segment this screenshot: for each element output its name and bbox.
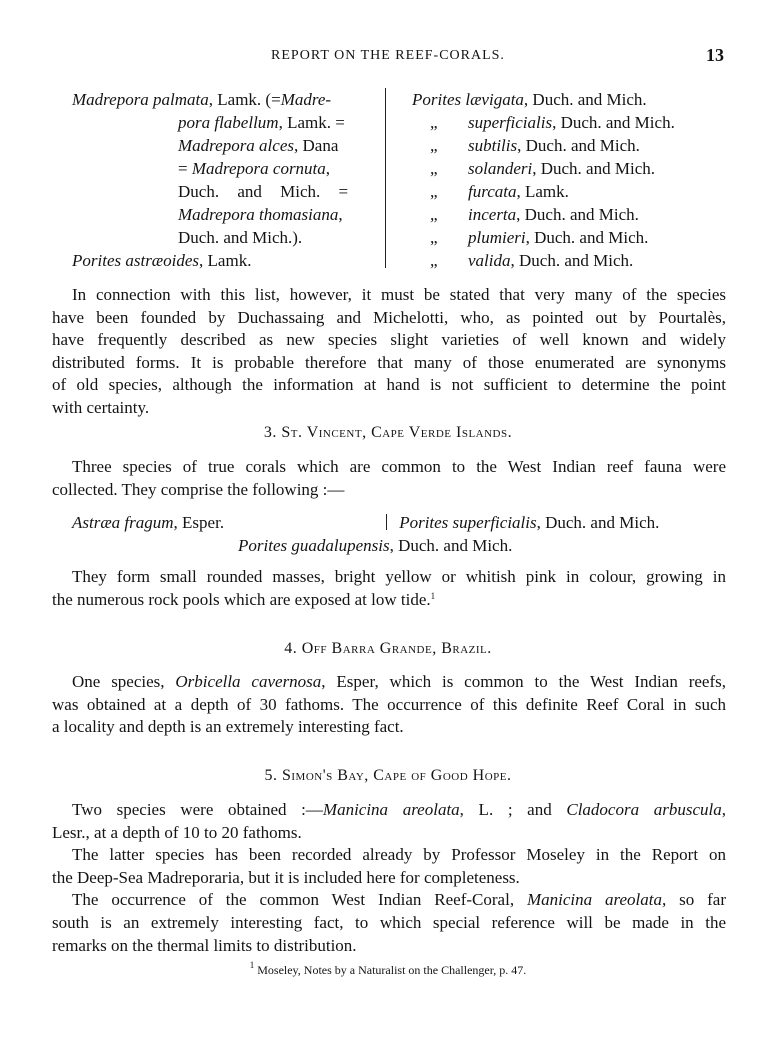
paragraph-section5: Two species were obtained :—Manicina areolata, L. ; and Cladocora arbuscula, Lesr., at a depth of 10 to 20 fathoms. The latter species has been recorded already by Professor Moseley in the Report on the Deep-Sea Madreporaria, but it is included here for completeness. The occurrence of the common West Indian Reef-Coral, Manicina areolata, so far south is an extremely interesting fact, to which special reference will be made in the remarks on the thermal limits to distribution. [52,800,726,955]
list-right-line: „ superficialis, Duch. and Mich. [430,113,675,132]
list-left-line: Madrepora alces, Dana [178,136,339,155]
footnote-text: Moseley, Notes by a Naturalist on the Challenger, p. 47. [254,963,527,977]
section-heading: 3. St. Vincent, Cape Verde Islands. [263,424,513,441]
column-divider [385,88,386,268]
running-header [0,46,776,70]
paragraph-section4: One species, Orbicella cavernosa, Esper, which is common to the West Indian reefs, was obtained at a depth of 30 fathoms. The occurrence of this definite Reef Coral in such a locality and depth is an extremely interesting fact. [52,672,726,737]
list-left-line: Duch. and Mich. = [178,182,349,201]
section-heading: 5. Simon's Bay, Cape of Good Hope. [264,767,512,784]
species-line: Porites superficialis, Duch. and Mich. [386,511,659,534]
list-right-line: „ incerta, Duch. and Mich. [430,205,639,224]
list-right-line: „ furcata, Lamk. [430,182,569,201]
paragraph-section3: Three species of true corals which are common to the West Indian reef fauna were collected. They comprise the following :— [52,457,726,499]
section-heading: 4. Off Barra Grande, Brazil. [284,640,492,657]
footnote-number: 1 [249,960,255,970]
paragraph-list-comment: In connection with this list, however, it must be stated that very many of the species have been founded by Duchassaing and Michelotti, who, as pointed out by Pourtalès, have frequently described as new species slight varieties of well known and widely distributed forms. It is probable therefore that many of those enumerated are synonyms of old species, although the information at hand is not sufficient to determine the point with certainty. [52,285,726,417]
list-left-line: Porites astræoides, Lamk. [72,251,252,270]
list-left-line: pora flabellum, Lamk. = [178,113,345,132]
footnote [0,960,776,978]
footnote-ref: 1 [430,590,436,601]
paragraph-section3-habitat: They form small rounded masses, bright yellow or whitish pink in colour, growing in the numerous rock pools which are exposed at low tide.$^1$ [52,567,726,609]
list-left-line: Madrepora palmata, Lamk. (=Madre- [72,90,332,109]
list-right-line: „ valida, Duch. and Mich. [430,251,634,270]
page-number: 13 [706,45,724,65]
list-right-line: „ plumieri, Duch. and Mich. [430,228,649,247]
list-left-line: = Madrepora cornuta, [178,159,331,178]
list-right-line: „ solanderi, Duch. and Mich. [430,159,655,178]
list-right-line: „ subtilis, Duch. and Mich. [430,136,640,155]
list-left-line: Duch. and Mich.). [178,228,303,247]
list-right-line: Porites lævigata, Duch. and Mich. [412,90,647,109]
running-title: REPORT ON THE REEF-CORALS. [271,48,505,63]
species-line: Astræa fragum, Esper. [72,513,225,532]
list-left-line: Madrepora thomasiana, [178,205,343,224]
species-line: Porites guadalupensis, Duch. and Mich. [238,536,513,555]
column-divider [386,514,387,530]
